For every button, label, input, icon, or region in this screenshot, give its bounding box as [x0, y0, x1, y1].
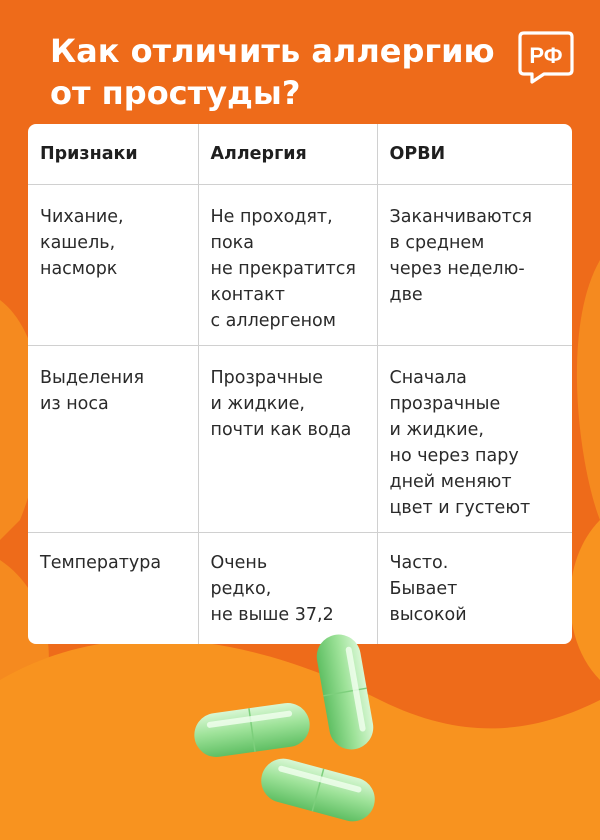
cell-line: не прекратится [210, 259, 356, 279]
cell-line: и жидкие, [210, 394, 305, 414]
comparison-table-card [28, 124, 572, 644]
cell-line: прозрачные [389, 394, 501, 414]
cell-line: кашель, [40, 233, 116, 253]
table-cell [28, 533, 198, 645]
cell-line: контакт [210, 285, 285, 305]
speech-bubble-icon [518, 30, 574, 84]
pill-capsule [313, 631, 376, 753]
title-line-1: Как отличить аллергию [50, 32, 495, 70]
pills-illustration [190, 630, 410, 840]
table-header-row [28, 124, 572, 185]
cell-line: Часто. [389, 553, 449, 573]
table-cell [28, 185, 198, 346]
cell-line: не выше 37,2 [210, 605, 334, 625]
cell-line: Не проходят, [210, 207, 333, 227]
logo-text: РФ [529, 43, 563, 68]
cell-line: Выделения [40, 368, 144, 388]
cell-line: и жидкие, [389, 420, 484, 440]
header-allergy: Аллергия [198, 124, 377, 185]
table-cell [377, 346, 572, 533]
cell-line: высокой [389, 605, 467, 625]
cell-line: цвет и густеют [389, 498, 531, 518]
table-row [28, 533, 572, 645]
comparison-table [28, 124, 572, 644]
cell-line: Прозрачные [210, 368, 323, 388]
table-cell [198, 533, 377, 645]
cell-line: почти как вода [210, 420, 352, 440]
cell-line: но через пару [389, 446, 519, 466]
cell-line: пока [210, 233, 254, 253]
cell-line: дней меняют [389, 472, 512, 492]
table-row [28, 185, 572, 346]
cell-line: Сначала [389, 368, 467, 388]
header-orvi: ОРВИ [377, 124, 572, 185]
cell-line: насморк [40, 259, 118, 279]
table-cell [377, 185, 572, 346]
table-cell [377, 533, 572, 645]
cell-line: через неделю- [389, 259, 525, 279]
header-signs: Признаки [28, 124, 198, 185]
cell-line: редко, [210, 579, 272, 599]
table-cell [198, 346, 377, 533]
cell-line: Бывает [389, 579, 458, 599]
pill-capsule [256, 754, 379, 827]
cell-line: две [389, 285, 423, 305]
cell-line: в среднем [389, 233, 485, 253]
page-title [50, 30, 520, 114]
title-line-2: от простуды? [50, 74, 301, 112]
cell-line: из носа [40, 394, 109, 414]
cell-line: Очень [210, 553, 268, 573]
pill-capsule [192, 700, 313, 760]
cell-line: Температура [40, 553, 162, 573]
cell-line: Чихание, [40, 207, 124, 227]
cell-line: с аллергеном [210, 311, 336, 331]
table-cell [198, 185, 377, 346]
cell-line: Заканчиваются [389, 207, 533, 227]
table-row [28, 346, 572, 533]
table-cell [28, 346, 198, 533]
